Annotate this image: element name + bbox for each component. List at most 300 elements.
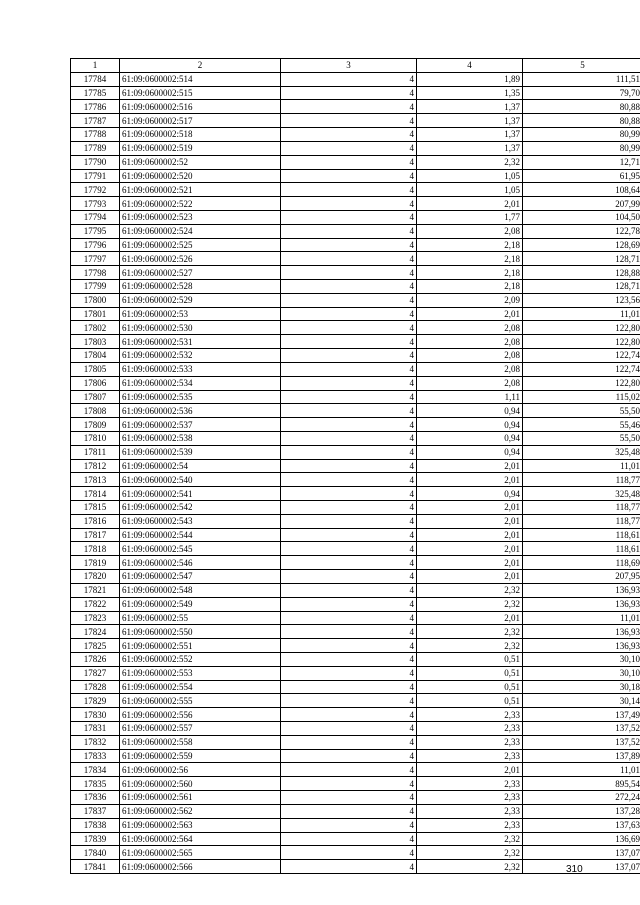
row-number-cell: 17821 [71, 583, 120, 597]
table-row [71, 487, 640, 501]
value-cell: 136,93 [523, 625, 640, 639]
value-cell: 111,51 [523, 72, 640, 86]
table-row [71, 224, 640, 238]
cadastral-number-cell: 61:09:0600002:53 [120, 307, 281, 321]
category-cell: 4 [281, 459, 417, 473]
value-cell: 30,10 [523, 652, 640, 666]
cadastral-number-cell: 61:09:0600002:516 [120, 100, 281, 114]
rate-cell: 1,35 [417, 86, 523, 100]
value-cell: 61,95 [523, 169, 640, 183]
row-number-cell: 17810 [71, 431, 120, 445]
category-cell: 4 [281, 501, 417, 515]
value-cell: 137,52 [523, 735, 640, 749]
table-row [71, 266, 640, 280]
row-number-cell: 17820 [71, 570, 120, 584]
cadastral-number-cell: 61:09:0600002:518 [120, 128, 281, 142]
cadastral-number-cell: 61:09:0600002:556 [120, 708, 281, 722]
rate-cell: 1,37 [417, 114, 523, 128]
table-row [71, 818, 640, 832]
rate-cell: 0,94 [417, 404, 523, 418]
rate-cell: 2,33 [417, 722, 523, 736]
row-number-cell: 17788 [71, 128, 120, 142]
cadastral-number-cell: 61:09:0600002:536 [120, 404, 281, 418]
table-row [71, 155, 640, 169]
category-cell: 4 [281, 583, 417, 597]
value-cell: 122,78 [523, 224, 640, 238]
value-cell: 122,80 [523, 321, 640, 335]
table-row [71, 141, 640, 155]
table-row [71, 556, 640, 570]
row-number-cell: 17797 [71, 252, 120, 266]
cadastral-number-cell: 61:09:0600002:52 [120, 155, 281, 169]
category-cell: 4 [281, 114, 417, 128]
category-cell: 4 [281, 611, 417, 625]
cadastral-number-cell: 61:09:0600002:538 [120, 431, 281, 445]
category-cell: 4 [281, 224, 417, 238]
rate-cell: 2,01 [417, 514, 523, 528]
rate-cell: 1,37 [417, 141, 523, 155]
value-cell: 122,74 [523, 349, 640, 363]
cadastral-number-cell: 61:09:0600002:533 [120, 362, 281, 376]
category-cell: 4 [281, 404, 417, 418]
category-cell: 4 [281, 335, 417, 349]
category-cell: 4 [281, 749, 417, 763]
value-cell: 137,52 [523, 722, 640, 736]
category-cell: 4 [281, 183, 417, 197]
rate-cell: 1,77 [417, 210, 523, 224]
table-row [71, 307, 640, 321]
category-cell: 4 [281, 694, 417, 708]
cadastral-number-cell: 61:09:0600002:540 [120, 473, 281, 487]
rate-cell: 2,18 [417, 266, 523, 280]
rate-cell: 1,05 [417, 183, 523, 197]
category-cell: 4 [281, 818, 417, 832]
table-row [71, 749, 640, 763]
row-number-cell: 17811 [71, 445, 120, 459]
row-number-cell: 17800 [71, 293, 120, 307]
row-number-cell: 17815 [71, 501, 120, 515]
value-cell: 11,01 [523, 763, 640, 777]
table-row [71, 722, 640, 736]
table-row [71, 349, 640, 363]
row-number-cell: 17835 [71, 777, 120, 791]
row-number-cell: 17814 [71, 487, 120, 501]
value-cell: 12,71 [523, 155, 640, 169]
value-cell: 122,74 [523, 362, 640, 376]
cadastral-number-cell: 61:09:0600002:54 [120, 459, 281, 473]
cadastral-number-cell: 61:09:0600002:563 [120, 818, 281, 832]
cadastral-number-cell: 61:09:0600002:555 [120, 694, 281, 708]
row-number-cell: 17790 [71, 155, 120, 169]
row-number-cell: 17838 [71, 818, 120, 832]
value-cell: 30,18 [523, 680, 640, 694]
cadastral-number-cell: 61:09:0600002:534 [120, 376, 281, 390]
cadastral-number-cell: 61:09:0600002:550 [120, 625, 281, 639]
table-row [71, 666, 640, 680]
row-number-cell: 17786 [71, 100, 120, 114]
rate-cell: 0,51 [417, 652, 523, 666]
row-number-cell: 17802 [71, 321, 120, 335]
cadastral-number-cell: 61:09:0600002:566 [120, 860, 281, 874]
category-cell: 4 [281, 763, 417, 777]
cadastral-number-cell: 61:09:0600002:530 [120, 321, 281, 335]
rate-cell: 2,08 [417, 335, 523, 349]
category-cell: 4 [281, 390, 417, 404]
rate-cell: 2,32 [417, 625, 523, 639]
cadastral-number-cell: 61:09:0600002:541 [120, 487, 281, 501]
value-cell: 80,99 [523, 141, 640, 155]
value-cell: 11,01 [523, 611, 640, 625]
cadastral-number-cell: 61:09:0600002:525 [120, 238, 281, 252]
cadastral-number-cell: 61:09:0600002:519 [120, 141, 281, 155]
value-cell: 895,54 [523, 777, 640, 791]
row-number-cell: 17808 [71, 404, 120, 418]
cadastral-number-cell: 61:09:0600002:547 [120, 570, 281, 584]
category-cell: 4 [281, 431, 417, 445]
row-number-cell: 17836 [71, 791, 120, 805]
cadastral-number-cell: 61:09:0600002:543 [120, 514, 281, 528]
cadastral-number-cell: 61:09:0600002:549 [120, 597, 281, 611]
table-row [71, 611, 640, 625]
row-number-cell: 17828 [71, 680, 120, 694]
category-cell: 4 [281, 266, 417, 280]
category-cell: 4 [281, 652, 417, 666]
category-cell: 4 [281, 293, 417, 307]
column-header-5: 5 [523, 59, 640, 73]
value-cell: 325,48 [523, 445, 640, 459]
row-number-cell: 17795 [71, 224, 120, 238]
value-cell: 272,24 [523, 791, 640, 805]
row-number-cell: 17793 [71, 197, 120, 211]
category-cell: 4 [281, 542, 417, 556]
category-cell: 4 [281, 100, 417, 114]
cadastral-number-cell: 61:09:0600002:561 [120, 791, 281, 805]
category-cell: 4 [281, 473, 417, 487]
value-cell: 128,69 [523, 238, 640, 252]
rate-cell: 2,01 [417, 197, 523, 211]
table-header [71, 59, 640, 73]
table-row [71, 639, 640, 653]
category-cell: 4 [281, 735, 417, 749]
table-body [71, 72, 640, 873]
table-row [71, 694, 640, 708]
category-cell: 4 [281, 252, 417, 266]
table-row [71, 169, 640, 183]
table-row [71, 404, 640, 418]
row-number-cell: 17822 [71, 597, 120, 611]
cadastral-number-cell: 61:09:0600002:535 [120, 390, 281, 404]
value-cell: 79,70 [523, 86, 640, 100]
cadastral-number-cell: 61:09:0600002:544 [120, 528, 281, 542]
row-number-cell: 17809 [71, 418, 120, 432]
table-row [71, 197, 640, 211]
cadastral-number-cell: 61:09:0600002:564 [120, 832, 281, 846]
row-number-cell: 17801 [71, 307, 120, 321]
row-number-cell: 17840 [71, 846, 120, 860]
cadastral-number-cell: 61:09:0600002:552 [120, 652, 281, 666]
value-cell: 123,56 [523, 293, 640, 307]
category-cell: 4 [281, 832, 417, 846]
table-row [71, 583, 640, 597]
value-cell: 118,61 [523, 528, 640, 542]
rate-cell: 2,01 [417, 611, 523, 625]
value-cell: 118,77 [523, 514, 640, 528]
row-number-cell: 17785 [71, 86, 120, 100]
cadastral-number-cell: 61:09:0600002:522 [120, 197, 281, 211]
cadastral-number-cell: 61:09:0600002:554 [120, 680, 281, 694]
cadastral-number-cell: 61:09:0600002:546 [120, 556, 281, 570]
value-cell: 128,71 [523, 280, 640, 294]
category-cell: 4 [281, 169, 417, 183]
cadastral-number-cell: 61:09:0600002:542 [120, 501, 281, 515]
table-row [71, 528, 640, 542]
row-number-cell: 17799 [71, 280, 120, 294]
value-cell: 55,46 [523, 418, 640, 432]
value-cell: 11,01 [523, 459, 640, 473]
value-cell: 207,95 [523, 570, 640, 584]
category-cell: 4 [281, 708, 417, 722]
cadastral-number-cell: 61:09:0600002:565 [120, 846, 281, 860]
value-cell: 11,01 [523, 307, 640, 321]
table-row [71, 100, 640, 114]
table-row [71, 860, 640, 874]
value-cell: 137,07 [523, 846, 640, 860]
table-row [71, 445, 640, 459]
value-cell: 136,93 [523, 583, 640, 597]
cadastral-number-cell: 61:09:0600002:551 [120, 639, 281, 653]
rate-cell: 2,08 [417, 362, 523, 376]
row-number-cell: 17806 [71, 376, 120, 390]
rate-cell: 2,32 [417, 860, 523, 874]
rate-cell: 2,01 [417, 307, 523, 321]
cadastral-number-cell: 61:09:0600002:545 [120, 542, 281, 556]
rate-cell: 2,18 [417, 280, 523, 294]
category-cell: 4 [281, 804, 417, 818]
value-cell: 115,02 [523, 390, 640, 404]
rate-cell: 2,32 [417, 155, 523, 169]
rate-cell: 0,94 [417, 431, 523, 445]
category-cell: 4 [281, 128, 417, 142]
rate-cell: 1,37 [417, 128, 523, 142]
table-row [71, 708, 640, 722]
cadastral-number-cell: 61:09:0600002:523 [120, 210, 281, 224]
value-cell: 137,63 [523, 818, 640, 832]
cadastral-number-cell: 61:09:0600002:520 [120, 169, 281, 183]
category-cell: 4 [281, 860, 417, 874]
rate-cell: 1,37 [417, 100, 523, 114]
row-number-cell: 17798 [71, 266, 120, 280]
rate-cell: 1,11 [417, 390, 523, 404]
row-number-cell: 17837 [71, 804, 120, 818]
row-number-cell: 17804 [71, 349, 120, 363]
table-row [71, 238, 640, 252]
value-cell: 122,80 [523, 376, 640, 390]
cadastral-number-cell: 61:09:0600002:527 [120, 266, 281, 280]
value-cell: 118,61 [523, 542, 640, 556]
cadastral-number-cell: 61:09:0600002:539 [120, 445, 281, 459]
row-number-cell: 17827 [71, 666, 120, 680]
value-cell: 30,14 [523, 694, 640, 708]
category-cell: 4 [281, 528, 417, 542]
table-row [71, 72, 640, 86]
value-cell: 207,99 [523, 197, 640, 211]
rate-cell: 2,33 [417, 791, 523, 805]
value-cell: 137,49 [523, 708, 640, 722]
category-cell: 4 [281, 570, 417, 584]
category-cell: 4 [281, 349, 417, 363]
table-row [71, 804, 640, 818]
rate-cell: 2,33 [417, 804, 523, 818]
value-cell: 104,50 [523, 210, 640, 224]
rate-cell: 0,51 [417, 680, 523, 694]
value-cell: 30,10 [523, 666, 640, 680]
category-cell: 4 [281, 307, 417, 321]
value-cell: 80,99 [523, 128, 640, 142]
value-cell: 136,69 [523, 832, 640, 846]
row-number-cell: 17832 [71, 735, 120, 749]
rate-cell: 2,18 [417, 238, 523, 252]
row-number-cell: 17833 [71, 749, 120, 763]
row-number-cell: 17789 [71, 141, 120, 155]
row-number-cell: 17792 [71, 183, 120, 197]
rate-cell: 2,33 [417, 818, 523, 832]
table-row [71, 459, 640, 473]
cadastral-number-cell: 61:09:0600002:557 [120, 722, 281, 736]
rate-cell: 1,89 [417, 72, 523, 86]
row-number-cell: 17803 [71, 335, 120, 349]
rate-cell: 2,01 [417, 556, 523, 570]
table-row [71, 418, 640, 432]
category-cell: 4 [281, 445, 417, 459]
row-number-cell: 17823 [71, 611, 120, 625]
table-row [71, 542, 640, 556]
cadastral-number-cell: 61:09:0600002:524 [120, 224, 281, 238]
value-cell: 137,89 [523, 749, 640, 763]
row-number-cell: 17816 [71, 514, 120, 528]
page-number: 310 [566, 864, 583, 875]
category-cell: 4 [281, 238, 417, 252]
value-cell: 55,50 [523, 404, 640, 418]
category-cell: 4 [281, 280, 417, 294]
table-row [71, 335, 640, 349]
table-row [71, 597, 640, 611]
row-number-cell: 17834 [71, 763, 120, 777]
cadastral-number-cell: 61:09:0600002:558 [120, 735, 281, 749]
category-cell: 4 [281, 197, 417, 211]
rate-cell: 2,01 [417, 570, 523, 584]
column-header-4: 4 [417, 59, 523, 73]
category-cell: 4 [281, 321, 417, 335]
table-row [71, 86, 640, 100]
table-row [71, 652, 640, 666]
cadastral-number-cell: 61:09:0600002:532 [120, 349, 281, 363]
category-cell: 4 [281, 362, 417, 376]
table-row [71, 777, 640, 791]
cadastral-number-cell: 61:09:0600002:528 [120, 280, 281, 294]
rate-cell: 2,01 [417, 501, 523, 515]
row-number-cell: 17818 [71, 542, 120, 556]
category-cell: 4 [281, 777, 417, 791]
rate-cell: 2,01 [417, 473, 523, 487]
rate-cell: 2,08 [417, 349, 523, 363]
row-number-cell: 17826 [71, 652, 120, 666]
table-row [71, 321, 640, 335]
row-number-cell: 17817 [71, 528, 120, 542]
category-cell: 4 [281, 418, 417, 432]
value-cell: 137,07 [523, 860, 640, 874]
category-cell: 4 [281, 155, 417, 169]
table-row [71, 252, 640, 266]
cadastral-number-cell: 61:09:0600002:553 [120, 666, 281, 680]
row-number-cell: 17839 [71, 832, 120, 846]
header-row [71, 59, 640, 73]
rate-cell: 2,33 [417, 708, 523, 722]
value-cell: 122,80 [523, 335, 640, 349]
rate-cell: 0,94 [417, 487, 523, 501]
value-cell: 55,50 [523, 431, 640, 445]
table-row [71, 763, 640, 777]
table-row [71, 570, 640, 584]
rate-cell: 2,18 [417, 252, 523, 266]
rate-cell: 2,32 [417, 639, 523, 653]
row-number-cell: 17825 [71, 639, 120, 653]
cadastral-number-cell: 61:09:0600002:562 [120, 804, 281, 818]
category-cell: 4 [281, 639, 417, 653]
category-cell: 4 [281, 556, 417, 570]
cadastral-number-cell: 61:09:0600002:537 [120, 418, 281, 432]
row-number-cell: 17784 [71, 72, 120, 86]
value-cell: 80,88 [523, 114, 640, 128]
category-cell: 4 [281, 597, 417, 611]
cadastral-number-cell: 61:09:0600002:55 [120, 611, 281, 625]
category-cell: 4 [281, 625, 417, 639]
column-header-3: 3 [281, 59, 417, 73]
table-row [71, 280, 640, 294]
cadastral-number-cell: 61:09:0600002:521 [120, 183, 281, 197]
row-number-cell: 17813 [71, 473, 120, 487]
cadastral-number-cell: 61:09:0600002:559 [120, 749, 281, 763]
category-cell: 4 [281, 846, 417, 860]
cadastral-number-cell: 61:09:0600002:56 [120, 763, 281, 777]
table-row [71, 210, 640, 224]
table-row [71, 791, 640, 805]
table-row [71, 501, 640, 515]
rate-cell: 0,51 [417, 666, 523, 680]
rate-cell: 2,32 [417, 597, 523, 611]
table-row [71, 514, 640, 528]
rate-cell: 2,33 [417, 749, 523, 763]
row-number-cell: 17824 [71, 625, 120, 639]
rate-cell: 2,32 [417, 583, 523, 597]
table-row [71, 846, 640, 860]
table-row [71, 390, 640, 404]
rate-cell: 2,01 [417, 542, 523, 556]
cadastral-number-cell: 61:09:0600002:526 [120, 252, 281, 266]
rate-cell: 0,51 [417, 694, 523, 708]
row-number-cell: 17807 [71, 390, 120, 404]
table-row [71, 832, 640, 846]
rate-cell: 0,94 [417, 445, 523, 459]
category-cell: 4 [281, 72, 417, 86]
value-cell: 137,28 [523, 804, 640, 818]
rate-cell: 2,32 [417, 832, 523, 846]
value-cell: 118,77 [523, 501, 640, 515]
data-table [70, 58, 640, 874]
value-cell: 128,71 [523, 252, 640, 266]
column-header-1: 1 [71, 59, 120, 73]
rate-cell: 2,01 [417, 459, 523, 473]
category-cell: 4 [281, 791, 417, 805]
